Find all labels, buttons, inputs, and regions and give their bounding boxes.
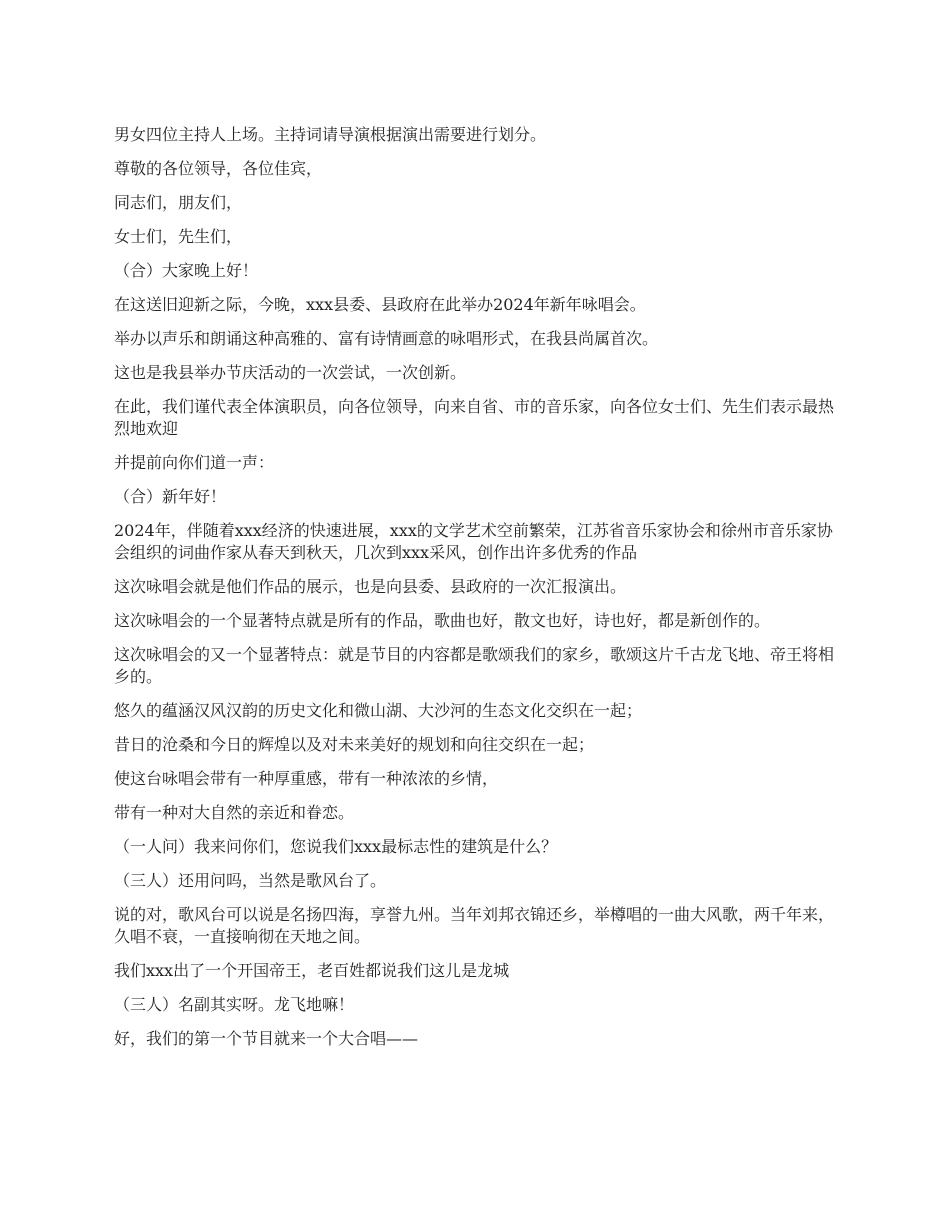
paragraph: 这次咏唱会的一个显著特点就是所有的作品，歌曲也好，散文也好，诗也好，都是新创作的。 — [114, 611, 771, 630]
paragraph: （合）新年好！ — [114, 487, 227, 506]
paragraph: 这也是我县举办节庆活动的一次尝试，一次创新。 — [114, 363, 467, 382]
paragraph: 同志们，朋友们， — [114, 193, 243, 212]
paragraph: 带有一种对大自然的亲近和眷恋。 — [114, 803, 355, 822]
paragraph: 尊敬的各位领导，各位佳宾， — [114, 159, 323, 178]
document-body — [114, 124, 842, 1062]
paragraph: 举办以声乐和朗诵这种高雅的、富有诗情画意的咏唱形式，在我县尚属首次。 — [114, 329, 659, 348]
paragraph: （三人）名副其实呀。龙飞地嘛！ — [114, 995, 355, 1014]
paragraph: 我们xxx出了一个开国帝王，老百姓都说我们这儿是龙城 — [114, 961, 510, 980]
paragraph: 好，我们的第一个节目就来一个大合唱—— — [114, 1029, 419, 1048]
paragraph: 昔日的沧桑和今日的辉煌以及对未来美好的规划和向往交织在一起； — [114, 735, 595, 754]
paragraph: （合）大家晚上好！ — [114, 261, 259, 280]
paragraph: （一人问）我来问你们，您说我们xxx最标志性的建筑是什么？ — [114, 837, 558, 856]
paragraph: （三人）还用问吗，当然是歌风台了。 — [114, 871, 387, 890]
paragraph: 使这台咏唱会带有一种厚重感，带有一种浓浓的乡情， — [114, 769, 499, 788]
paragraph: 在这送旧迎新之际，今晚，xxx县委、县政府在此举办2024年新年咏唱会。 — [114, 295, 646, 314]
paragraph: 悠久的蕴涵汉风汉韵的历史文化和微山湖、大沙河的生态文化交织在一起； — [114, 701, 643, 720]
paragraph: 说的对，歌风台可以说是名扬四海，享誉九州。当年刘邦衣锦还乡，举樽唱的一曲大风歌，两千年来，久唱不衰，一直接响彻在天地之间。 — [114, 905, 835, 946]
paragraph: 2024年，伴随着xxx经济的快速进展，xxx的文学艺术空前繁荣，江苏省音乐家协会和徐州市音乐家协会组织的词曲作家从春天到秋天，几次到xxx采风，创作出许多优秀的作品 — [114, 521, 833, 562]
paragraph: 女士们，先生们， — [114, 227, 243, 246]
paragraph: 这次咏唱会就是他们作品的展示，也是向县委、县政府的一次汇报演出。 — [114, 577, 627, 596]
paragraph: 这次咏唱会的又一个显著特点：就是节目的内容都是歌颂我们的家乡，歌颂这片千古龙飞地、帝王将相乡的。 — [114, 645, 835, 686]
paragraph: 男女四位主持人上场。主持词请导演根据演出需要进行划分。 — [114, 125, 547, 144]
paragraph: 在此，我们谨代表全体演职员，向各位领导，向来自省、市的音乐家，向各位女士们、先生们表示最热烈地欢迎 — [114, 397, 835, 438]
paragraph: 并提前向你们道一声： — [114, 453, 275, 472]
